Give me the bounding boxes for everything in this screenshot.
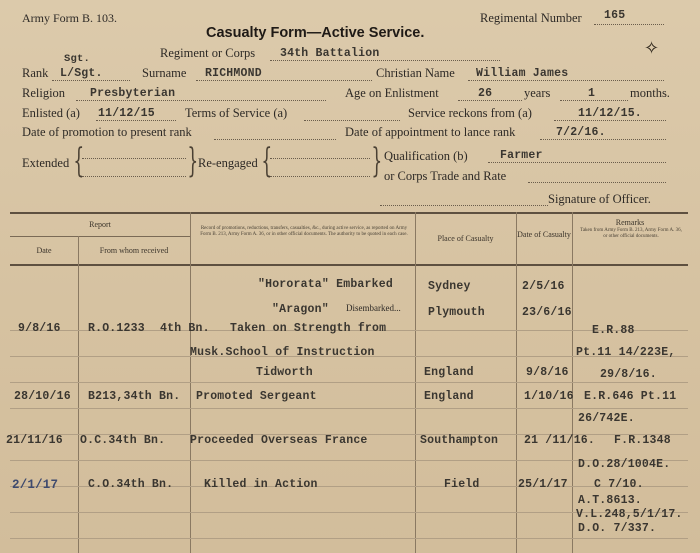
rank-line [52,80,130,81]
rank-correction: Sgt. [64,53,91,65]
entry-3-record: Taken on Strength from [230,322,387,335]
christian-name-label: Christian Name [376,66,455,80]
entry-10-casualty-date: 25/1/17 [518,478,568,491]
entry-8-record: Proceeded Overseas France [190,434,368,447]
lance-rank-value: 7/2/16. [556,126,606,139]
signature-line [380,205,548,206]
rank-label: Rank [22,66,49,80]
entry-4-remark: Pt.11 14/223E, [576,346,676,359]
christian-name-value: William James [476,67,569,80]
entry-8-casualty-date: 21 /11/16. [524,434,596,447]
age-label: Age on Enlistment [345,86,439,100]
form-number: Army Form B. 103. [22,11,118,25]
qualification-value: Farmer [500,149,543,162]
entry-1-casualty-date: 2/5/16 [522,280,565,293]
form-title: Casualty Form—Active Service. [206,25,425,41]
service-reckons-value: 11/12/15. [578,107,642,120]
age-months-value: 1 [588,87,596,100]
entry-6-place: England [424,390,474,403]
entry-8-place: Southampton [420,434,499,447]
entry-8-remark: F.R.1348 [614,434,671,447]
surname-line [196,80,372,81]
entry-4-record: Musk.School of Instruction [190,346,375,359]
entry-2-casualty-date: 23/6/16 [522,306,572,319]
age-years-value: 26 [478,87,493,100]
entry-8-date: 21/11/16 [6,434,63,447]
entry-10-date: 2/1/17 [12,478,59,492]
entry-11-remark: A.T.8613. [578,494,642,507]
reengaged-line-2 [270,176,370,177]
rank-value: L/Sgt. [60,67,103,80]
reengaged-brace-left: { [261,141,273,181]
entry-8-from: O.C.34th Bn. [80,434,166,447]
entry-10-place: Field [444,478,480,491]
entry-5-record: Tidworth [256,366,313,379]
christian-name-line [468,80,664,81]
entry-1-place: Sydney [428,280,471,293]
age-months-line [560,100,628,101]
entry-10-remark: C 7/10. [594,478,644,491]
entry-2-record: Disembarked... [346,303,401,313]
lance-rank-label: Date of appointment to lance rank [345,125,516,139]
report-subheader-line [10,236,190,237]
service-reckons-line [554,120,666,121]
qualification-line [488,162,666,163]
extended-brace-right: } [187,141,199,181]
surname-value: RICHMOND [205,67,262,80]
entry-3-from-cont: 4th Bn. [160,322,210,335]
header-from: From whom received [99,246,169,255]
lance-rank-line [540,139,666,140]
entry-7-remark: 26/742E. [578,412,635,425]
entry-5-casualty-date: 9/8/16 [526,366,569,379]
age-years-line [458,100,522,101]
entry-3-from: R.O.1233 [88,322,145,335]
religion-label: Religion [22,86,66,100]
religion-value: Presbyterian [90,87,176,100]
entry-3-remark: E.R.88 [592,324,635,337]
table-top-border [10,212,688,214]
service-reckons-label: Service reckons from (a) [408,106,532,120]
signature-label: Signature of Officer. [548,192,651,206]
header-remarks: Remarks [615,218,645,227]
entry-3-date: 9/8/16 [18,322,61,335]
header-place: Place of Casualty [437,234,494,243]
header-date: Date [36,246,52,255]
religion-line [76,100,326,101]
entry-6-from: B213,34th Bn. [88,390,181,403]
col-divider-1 [78,236,79,553]
header-remarks-sub: Taken from Army Form B. 213, Army Form A. 36, or other official documents. [580,228,682,239]
entry-1-record: "Hororata" Embarked [258,278,393,291]
regiment-label: Regiment or Corps [160,46,256,60]
regiment-value: 34th Battalion [280,47,380,60]
enlisted-value: 11/12/15 [98,107,155,120]
promotion-line [214,139,336,140]
row-line [10,382,688,383]
header-casualty-date: Date of Casualty [517,230,571,239]
regimental-number-line [594,24,664,25]
entry-10-record: Killed in Action [204,478,318,491]
surname-label: Surname [142,66,187,80]
entry-6-date: 28/10/16 [14,390,71,403]
terms-label: Terms of Service (a) [185,106,288,120]
corps-trade-line [528,182,666,183]
entry-2-ship: "Aragon" [272,303,329,316]
enlisted-line [96,120,176,121]
extended-line-2 [82,176,186,177]
header-report: Report [89,220,111,229]
regiment-line [270,60,500,61]
entry-6-remark: E.R.646 Pt.11 [584,390,677,403]
entry-13-remark: D.O. 7/337. [578,522,657,535]
enlisted-label: Enlisted (a) [22,106,80,120]
promotion-label: Date of promotion to present rank [22,125,192,139]
entry-5-place: England [424,366,474,379]
entry-5-remark: 29/8/16. [600,368,657,381]
reengaged-label: Re-engaged [198,156,258,170]
reengaged-brace-right: } [371,141,383,181]
row-line [10,538,688,539]
row-line [10,408,688,409]
months-label: months. [630,86,670,100]
entry-6-record: Promoted Sergeant [196,390,317,403]
entry-9-remark: D.O.28/1004E. [578,458,671,471]
header-record: Record of promotions, reductions, transfers, casualties, &c., during active service, as reported on Army Form B. 213, Army Form A. 36, or in other official documents. The authority to be quoted in each case. [200,226,408,237]
years-label: years [524,86,551,100]
entry-12-remark: V.L.248,5/1/17. [576,508,683,521]
regimental-number-label: Regimental Number [480,11,582,25]
entry-10-from: C.O.34th Bn. [88,478,174,491]
reengaged-line-1 [270,158,370,159]
entry-2-place: Plymouth [428,306,485,319]
terms-line [304,120,400,121]
qualification-label: Qualification (b) [384,149,468,163]
regimental-number-value: 165 [604,9,626,22]
extended-label: Extended [22,156,70,170]
ink-mark-icon: ✧ [644,38,660,59]
extended-brace-left: { [73,141,85,181]
table-header-border [10,264,688,266]
corps-trade-label: or Corps Trade and Rate [384,169,507,183]
extended-line-1 [82,158,186,159]
entry-6-casualty-date: 1/10/16 [524,390,574,403]
